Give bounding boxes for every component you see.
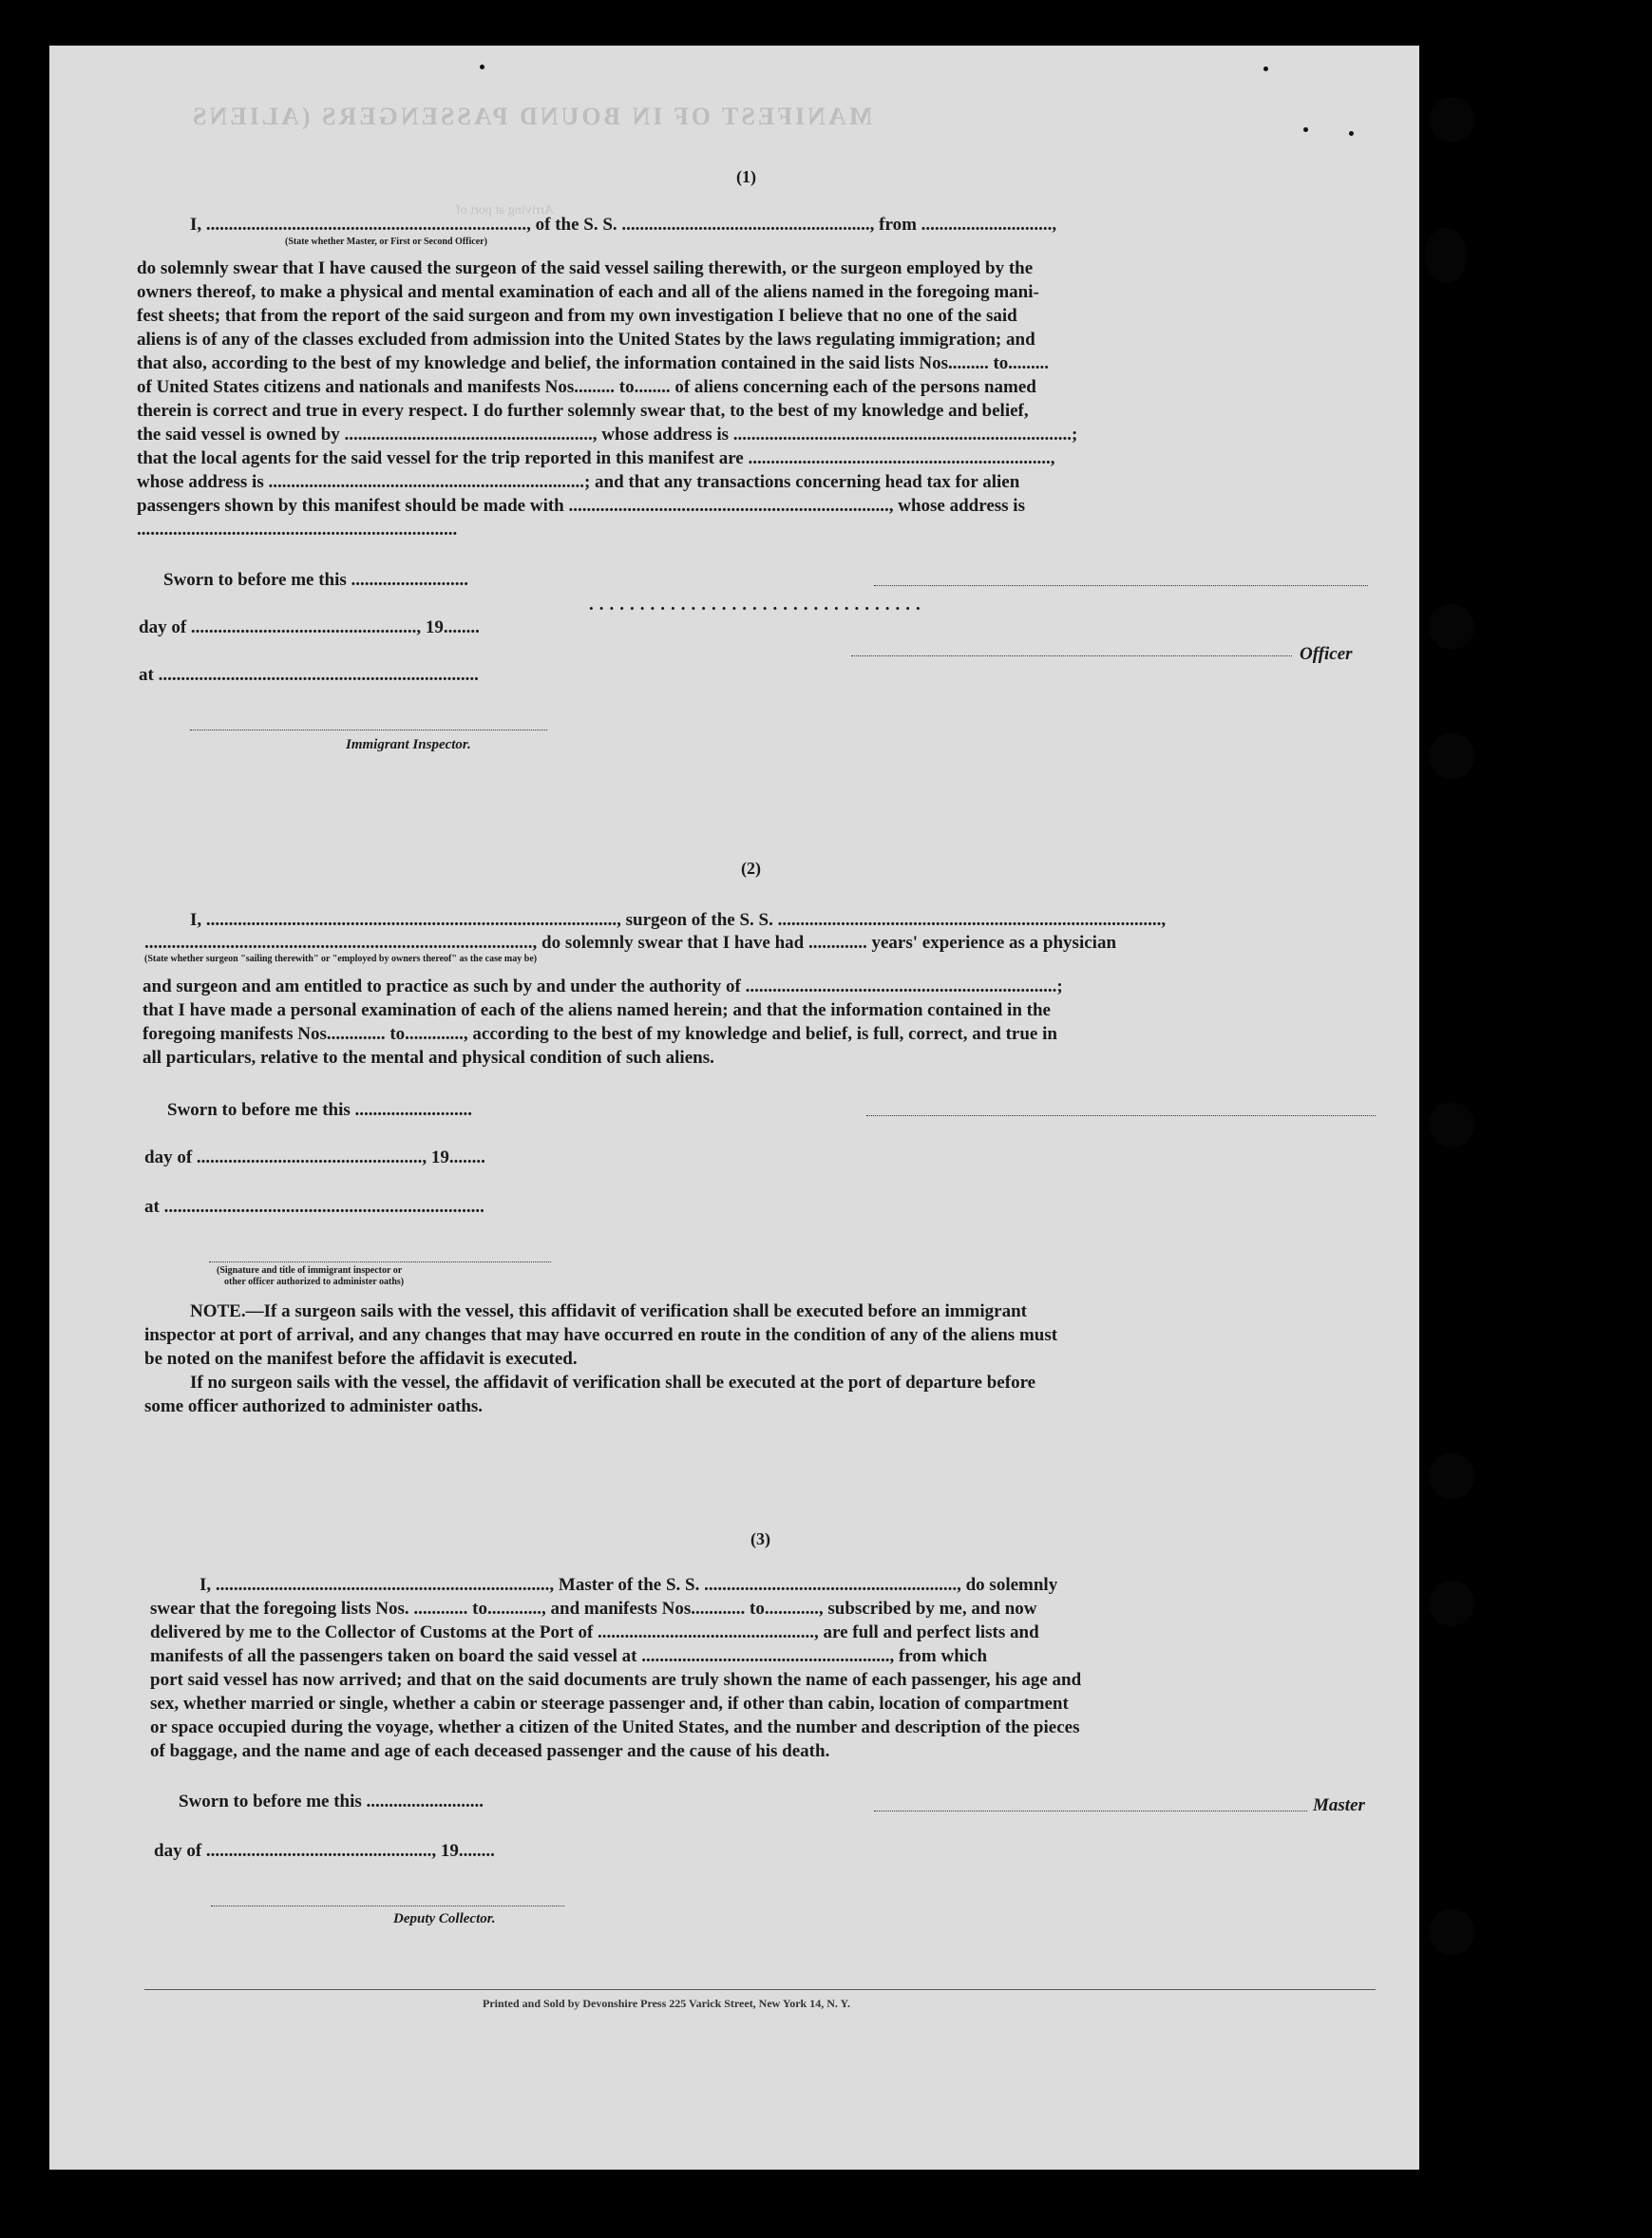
text-line: owners thereof, to make a physical and mental examination of each and all of the aliens named in the foregoing mani- — [137, 282, 1039, 302]
text-line: that also, according to the best of my knowledge and belief, the information contained in the said lists Nos......... to......... — [137, 353, 1050, 373]
bleed-through-title: MANIFEST OF IN BOUND PASSENGERS (ALIENS — [190, 103, 873, 130]
section-3-master-label: Master — [1313, 1795, 1365, 1815]
section-2-caption: (State whether surgeon "sailing therewith" or "employed by owners thereof" as the case may be) — [144, 954, 538, 964]
binding-hole — [1429, 97, 1474, 142]
text-line: do solemnly swear that I have caused the surgeon of the said vessel sailing therewith, or the surgeon employed by the — [137, 258, 1034, 278]
section-1-first-line: I, ......................................................................., of the S. S. ......................................................., from ............................., — [190, 215, 1057, 235]
binding-hole — [1429, 1453, 1474, 1499]
binding-hole — [1429, 733, 1474, 779]
section-3-day: day of .................................................., 19........ — [154, 1841, 495, 1861]
section-3-collector-label: Deputy Collector. — [393, 1911, 496, 1926]
text-line: I, .........................................................................., Master of the S. S. ........................................................, do solemnly — [199, 1575, 1058, 1595]
text-line: delivered by me to the Collector of Customs at the Port of ................................................, are full and perfect lists and — [150, 1622, 1039, 1642]
binding-hole — [1425, 228, 1467, 283]
speck — [480, 65, 484, 69]
text-line: passengers shown by this manifest should be made with ......................................................................., whose address is — [137, 496, 1025, 516]
text-line: therein is correct and true in every respect. I do further solemnly swear that, to the best of my knowledge and belief, — [137, 401, 1029, 421]
printer-imprint: Printed and Sold by Devonshire Press 225 Varick Street, New York 14, N. Y. — [483, 1997, 851, 2010]
text-line: of baggage, and the name and age of each deceased passenger and the cause of his death. — [150, 1741, 830, 1761]
text-line: that I have made a personal examination of each of the aliens named herein; and that the information contained in the — [142, 1000, 1051, 1020]
text-line: inspector at port of arrival, and any changes that may have occurred en route in the condition of any of the aliens must — [144, 1325, 1058, 1345]
speck — [1303, 127, 1308, 132]
section-1-caption: (State whether Master, or First or Second Officer) — [285, 237, 487, 247]
text-line: foregoing manifests Nos............. to............., according to the best of my knowledge and belief, is full, correct, and true in — [142, 1024, 1057, 1044]
section-1-officer-label: Officer — [1300, 644, 1353, 664]
text-line: fest sheets; that from the report of the said surgeon and from my own investigation I believe that no one of the said — [137, 306, 1017, 326]
section-1-officer-top-line — [874, 585, 1368, 586]
footer-rule — [144, 1989, 1376, 1990]
text-line: If no surgeon sails with the vessel, the affidavit of verification shall be executed at the port of departure before — [190, 1373, 1036, 1393]
text-line: be noted on the manifest before the affidavit is executed. — [144, 1349, 578, 1369]
text-line: that the local agents for the said vessel for the trip reported in this manifest are ..................................................................., — [137, 448, 1055, 468]
binding-hole — [1429, 1102, 1474, 1147]
text-line: sex, whether married or single, whether a cabin or steerage passenger and, if other than cabin, location of compartment — [150, 1694, 1069, 1714]
text-line: port said vessel has now arrived; and that on the said documents are truly shown the name of each passenger, his age and — [150, 1670, 1082, 1690]
text-line: or space occupied during the voyage, whether a citizen of the United States, and the number and description of the pieces — [150, 1717, 1080, 1737]
section-1-at: at ....................................................................... — [139, 665, 479, 685]
text-line: the said vessel is owned by ......................................................., whose address is ...........................................................................; — [137, 425, 1078, 445]
section-1-inspector-label: Immigrant Inspector. — [346, 737, 471, 752]
text-line: some officer authorized to administer oaths. — [144, 1396, 484, 1416]
section-2-body — [142, 975, 1376, 1070]
text-line: NOTE.—If a surgeon sails with the vessel, this affidavit of verification shall be executed before an immigrant — [190, 1301, 1027, 1321]
note-body — [144, 1299, 1377, 1418]
text-line: of United States citizens and nationals and manifests Nos......... to........ of aliens concerning each of the persons named — [137, 377, 1036, 397]
section-2-signature-line — [866, 1115, 1376, 1116]
text-line: ....................................................................... — [137, 520, 458, 540]
text-line: swear that the foregoing lists Nos. ............ to............, and manifests Nos............ to............, subscribed by me, and now — [150, 1599, 1037, 1619]
section-2-sworn: Sworn to before me this .......................... — [167, 1100, 473, 1120]
section-3-number: (3) — [750, 1529, 770, 1548]
binding-hole — [1429, 1581, 1474, 1626]
section-2-sig-caption-1: (Signature and title of immigrant inspector or — [217, 1265, 403, 1276]
section-2-at: at ....................................................................... — [144, 1197, 484, 1217]
section-1-sworn: Sworn to before me this .......................... — [163, 570, 469, 590]
section-2-number: (2) — [741, 859, 761, 878]
text-line: whose address is ......................................................................; and that any transactions concerning head tax for alien — [137, 472, 1020, 492]
binding-hole — [1429, 604, 1474, 650]
section-2-second-line: ......................................................................................, do solemnly swear that I have had ............. years' experience as a physician — [144, 933, 1117, 953]
text-line: all particulars, relative to the mental and physical condition of such aliens. — [142, 1048, 714, 1068]
section-2-day: day of .................................................., 19........ — [144, 1147, 485, 1167]
section-3-body — [150, 1573, 1383, 1763]
speck — [1349, 131, 1354, 136]
text-line: aliens is of any of the classes excluded from admission into the United States by the laws regulating immigration; and — [137, 330, 1035, 350]
section-1-body — [137, 256, 1368, 541]
section-1-dots: ................................. — [589, 595, 926, 615]
text-line: manifests of all the passengers taken on board the said vessel at ......................................................., from which — [150, 1646, 988, 1666]
section-2-inspector-line — [209, 1261, 551, 1262]
section-2-first-line: I, ..........................................................................................., surgeon of the S. S. ....................................................................................., — [190, 910, 1167, 930]
speck — [1263, 66, 1268, 71]
section-2-sig-caption-2: other officer authorized to administer oaths) — [224, 1277, 405, 1287]
section-3-sworn: Sworn to before me this .......................... — [179, 1792, 484, 1811]
bleed-through-line: Arriving at port of — [456, 203, 555, 218]
section-1-number: (1) — [736, 167, 756, 186]
binding-hole — [1429, 1909, 1474, 1955]
section-1-officer-line — [851, 655, 1292, 656]
section-1-day: day of .................................................., 19........ — [139, 617, 480, 637]
text-line: and surgeon and am entitled to practice as such by and under the authority of .....................................................................; — [142, 977, 1063, 996]
